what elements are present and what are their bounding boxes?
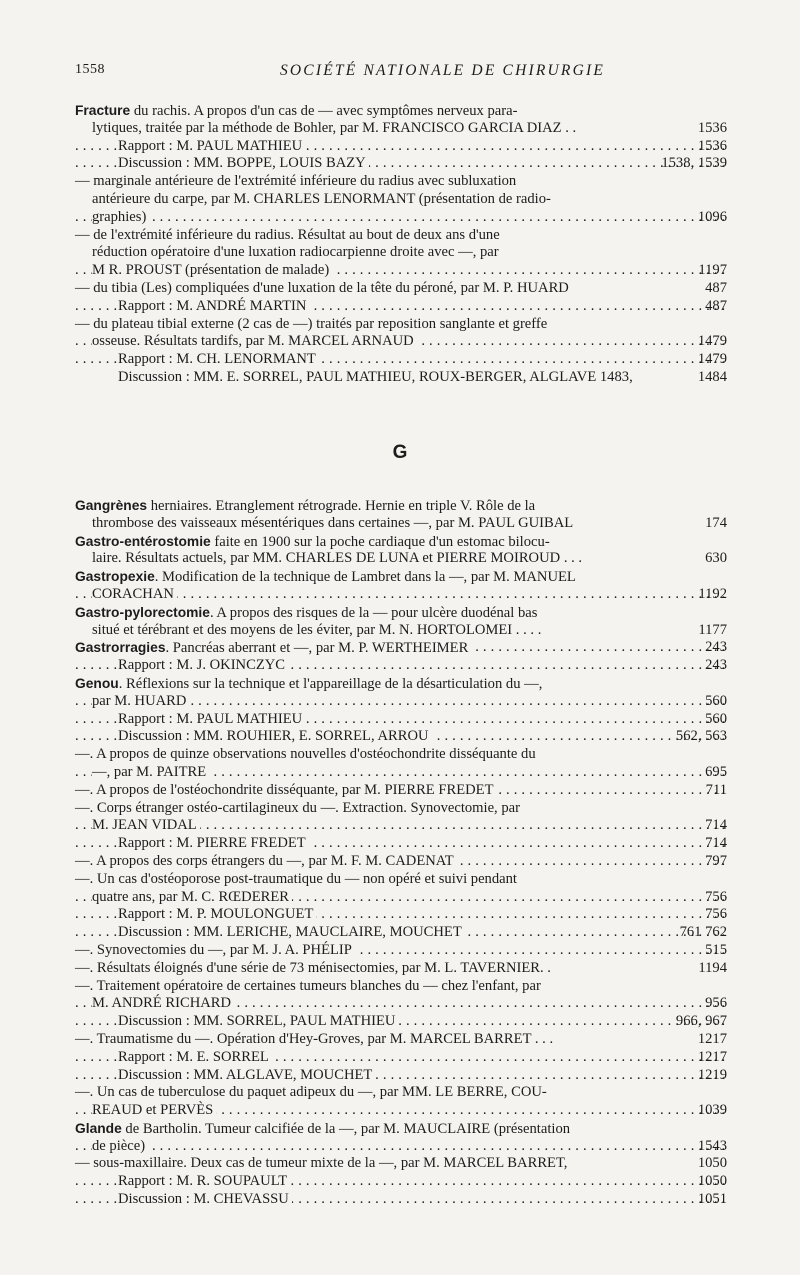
index-entry-text: —. A propos des corps étrangers du —, par M. F. M. CADENAT	[75, 852, 454, 869]
index-line-text	[92, 995, 234, 1011]
running-title: SOCIÉTÉ NATIONALE DE CHIRURGIE	[279, 62, 606, 79]
page-reference: 966, 967	[672, 1013, 727, 1031]
page-reference: 1050	[694, 1155, 727, 1173]
index-line-text	[92, 550, 585, 566]
index-line	[75, 835, 727, 853]
index-line	[75, 693, 727, 711]
index-line-text	[92, 817, 200, 833]
page-reference: 1177	[694, 622, 727, 640]
page-reference: 562, 563	[672, 728, 727, 746]
page-reference: 243	[701, 657, 727, 675]
index-head-term: Gastro-pylorectomie	[75, 604, 210, 620]
index-line-text	[118, 369, 636, 385]
index-line	[75, 995, 727, 1013]
index-line-text	[75, 103, 520, 119]
index-line	[75, 1067, 727, 1085]
page-reference: 1194	[694, 960, 727, 978]
index-line	[75, 244, 727, 262]
index-line	[75, 138, 727, 156]
index-entry-text: . Réflexions sur la technique et l'appareillage de la désarticulation du —,	[118, 675, 543, 692]
index-entry-text: antérieure du carpe, par M. CHARLES LENORMANT (présentation de radio-	[92, 190, 551, 207]
index-head-term: Glande	[75, 1120, 122, 1136]
index-line-text	[92, 515, 576, 531]
index-line	[75, 906, 727, 924]
index-line-text	[75, 871, 520, 887]
index-line	[75, 800, 727, 818]
index-entry-text: —. Résultats éloignés d'une série de 73 ménisectomies, par M. L. TAVERNIER. .	[75, 959, 551, 976]
index-line-text	[118, 138, 305, 154]
index-line-text	[75, 605, 540, 621]
index-line	[75, 746, 727, 764]
page-reference: 797	[701, 853, 727, 871]
index-line-text	[118, 351, 319, 367]
page-reference: 1543	[694, 1138, 727, 1156]
index-head-term: Gangrènes	[75, 498, 148, 513]
index-line	[75, 924, 727, 942]
index-line	[75, 1138, 727, 1156]
page-reference: 630	[701, 550, 727, 568]
index-entry-text: de pièce)	[92, 1137, 146, 1154]
page-reference: 756	[701, 889, 727, 907]
index-line-text	[118, 711, 305, 727]
index-entry-text: Discussion : MM. BOPPE, LOUIS BAZY	[118, 155, 366, 172]
index-entry-text: Discussion : MM. E. SORREL, PAUL MATHIEU, ROUX-BERGER, ALGLAVE 1483,	[118, 368, 633, 385]
index-line-text	[75, 1084, 550, 1100]
index-line	[75, 316, 727, 334]
page-reference: 1192	[694, 586, 727, 604]
index-entry-text: —. A propos de quinze observations nouvelles d'ostéochondrite disséquante du	[75, 746, 536, 763]
index-entry-text: . Modification de la technique de Lambret dans la —, par M. MANUEL	[154, 569, 576, 586]
index-line-text	[75, 978, 544, 994]
index-line	[75, 550, 727, 568]
index-line	[75, 960, 727, 978]
index-line	[75, 1102, 727, 1120]
index-line-text	[118, 835, 309, 851]
index-line-text	[118, 1013, 398, 1029]
page-number: 1558	[75, 62, 105, 77]
index-line	[75, 978, 727, 996]
index-entry-text: Rapport : M. PAUL MATHIEU	[118, 710, 303, 727]
index-line	[75, 1084, 727, 1102]
index-line	[75, 1155, 727, 1173]
index-line	[75, 871, 727, 889]
page-reference: 243	[701, 639, 727, 657]
index-line	[75, 369, 727, 387]
page-reference: 1039	[694, 1102, 727, 1120]
index-line-text	[92, 333, 417, 349]
index-entry-text: Rapport : M. E. SORREL	[118, 1048, 269, 1065]
index-entry-text: situé et térébrant et des moyens de les éviter, par M. N. HORTOLOMEI . . . .	[92, 621, 542, 638]
index-line	[75, 657, 727, 675]
index-line	[75, 533, 727, 551]
running-head	[75, 62, 725, 82]
page-reference: 761 762	[676, 924, 727, 942]
index-entry-text: —. Traitement opératoire de certaines tumeurs blanches du — chez l'enfant, par	[75, 977, 541, 994]
index-entry-text: quatre ans, par M. C. RŒDERER	[92, 888, 289, 905]
index-line-text	[92, 586, 177, 602]
index-line	[75, 209, 727, 227]
index-line	[75, 497, 727, 515]
index-line	[75, 889, 727, 907]
index-line	[75, 639, 727, 657]
page-reference: 1484	[694, 369, 727, 387]
index-line	[75, 191, 727, 209]
index-entry-text: — du plateau tibial externe (2 cas de —) traités par reposition sanglante et greffe	[75, 315, 548, 332]
index-line	[75, 764, 727, 782]
index-entry-text: —. Traumatisme du —. Opération d'Hey-Groves, par M. MARCEL BARRET . . .	[75, 1030, 554, 1047]
index-line-text	[118, 1173, 290, 1189]
page-reference: 1536	[694, 120, 727, 138]
index-entry-text: réduction opératoire d'une luxation radiocarpienne droite avec —, par	[92, 244, 499, 261]
index-line-text	[75, 640, 471, 656]
index-line-text	[118, 155, 369, 171]
page-reference: 560	[701, 693, 727, 711]
index-entry-text: lytiques, traitée par la méthode de Bohler, par M. FRANCISCO GARCIA DIAZ . .	[92, 119, 577, 136]
index-head-term: Gastropexie	[75, 569, 155, 585]
index-line-text	[75, 746, 539, 762]
index-entry-text: Discussion : MM. LERICHE, MAUCLAIRE, MOUCHET	[118, 924, 462, 941]
index-entry-text: Rapport : M. P. MOULONGUET	[118, 906, 314, 923]
index-line-text	[75, 1121, 573, 1137]
index-line-text	[75, 227, 503, 243]
index-line	[75, 675, 727, 693]
page-reference: 714	[701, 835, 727, 853]
index-entry-text: Rapport : M. CH. LENORMANT	[118, 351, 316, 368]
index-line	[75, 280, 727, 298]
index-section-g	[75, 497, 727, 1209]
index-entry-text: Rapport : M. PAUL MATHIEU	[118, 137, 303, 154]
index-line-text	[118, 657, 288, 673]
index-line	[75, 942, 727, 960]
index-entry-text: Discussion : MM. SORREL, PAUL MATHIEU	[118, 1013, 396, 1030]
index-line	[75, 1120, 727, 1138]
page-reference: 756	[701, 906, 727, 924]
index-line-text	[75, 942, 355, 958]
index-head-term: Genou	[75, 675, 119, 691]
index-line-text	[75, 853, 457, 869]
index-line	[75, 120, 727, 138]
index-line-text	[92, 764, 209, 780]
index-line	[75, 227, 727, 245]
index-line-text	[118, 298, 309, 314]
page-reference: 1217	[694, 1049, 727, 1067]
index-entry-text: osseuse. Résultats tardifs, par M. MARCEL ARNAUD	[92, 333, 414, 350]
index-line-text	[118, 1049, 272, 1065]
page-reference: 714	[701, 817, 727, 835]
index-line-text	[92, 191, 554, 207]
letter-heading: G	[392, 442, 408, 463]
page-reference: 174	[701, 515, 727, 533]
index-entry-text: — sous-maxillaire. Deux cas de tumeur mixte de la —, par M. MARCEL BARRET,	[75, 1155, 568, 1172]
index-line-text	[75, 782, 497, 798]
index-line	[75, 604, 727, 622]
index-line	[75, 1191, 727, 1209]
index-line-text	[118, 1067, 375, 1083]
index-line-text	[92, 209, 149, 225]
index-line	[75, 298, 727, 316]
index-entry-text: . A propos des risques de la — pour ulcère duodénal bas	[209, 604, 538, 621]
index-line-text	[75, 534, 553, 550]
index-line-text	[92, 1138, 148, 1154]
index-entry-text: Rapport : M. ANDRÉ MARTIN	[118, 297, 307, 314]
index-entry-text: Rapport : M. J. OKINCZYC	[118, 657, 286, 674]
index-line	[75, 515, 727, 533]
page-reference: 711	[702, 782, 727, 800]
page-reference: 1197	[694, 262, 727, 280]
page-reference: 1479	[694, 351, 727, 369]
index-entry-text: —. Un cas de tuberculose du paquet adipeux du —, par MM. LE BERRE, COU-	[75, 1084, 547, 1101]
index-line-text	[118, 1191, 292, 1207]
index-entry-text: du rachis. A propos d'un cas de — avec symptômes nerveux para-	[130, 103, 518, 119]
page-reference: 1538, 1539	[657, 155, 727, 173]
index-entry-text: M. ANDRÉ RICHARD	[92, 995, 232, 1012]
index-line-text	[75, 800, 523, 816]
index-entry-text: par M. HUARD	[92, 692, 187, 709]
index-line	[75, 853, 727, 871]
index-entry-text: —. Synovectomies du —, par M. J. A. PHÉLIP	[75, 941, 352, 958]
page-reference: 1051	[694, 1191, 727, 1209]
page-reference: 515	[701, 942, 727, 960]
page-reference: 1219	[694, 1067, 727, 1085]
index-line-text	[75, 498, 538, 514]
page-reference: 1217	[694, 1031, 727, 1049]
index-line	[75, 728, 727, 746]
index-entry-text: —. Corps étranger ostéo-cartilagineux du —. Extraction. Synovectomie, par	[75, 799, 520, 816]
index-line	[75, 1013, 727, 1031]
index-line-text	[92, 244, 502, 260]
index-entry-text: — de l'extrémité inférieure du radius. Résultat au bout de deux ans d'une	[75, 226, 500, 243]
index-entry-text: —, par M. PAITRE	[92, 763, 207, 780]
index-line	[75, 711, 727, 729]
index-entry-text: laire. Résultats actuels, par MM. CHARLES DE LUNA et PIERRE MOIROUD . . .	[92, 550, 583, 567]
index-entry-text: de Bartholin. Tumeur calcifiée de la —, par M. MAUCLAIRE (présentation	[121, 1120, 571, 1137]
index-line-text	[92, 1102, 216, 1118]
index-line-text	[118, 924, 465, 940]
page-reference: 487	[701, 280, 727, 298]
index-entry-text: —. A propos de l'ostéochondrite disséquante, par M. PIERRE FREDET	[75, 781, 494, 798]
index-line	[75, 102, 727, 120]
index-head-term: Fracture	[75, 103, 131, 118]
index-entry-text: Discussion : MM. ROUHIER, E. SORREL, ARROU	[118, 728, 429, 745]
index-entry-text: Discussion : MM. ALGLAVE, MOUCHET	[118, 1066, 373, 1083]
index-line	[75, 817, 727, 835]
index-line-text	[92, 120, 579, 136]
index-entry-text: graphies)	[92, 208, 147, 225]
index-line	[75, 568, 727, 586]
index-entry-text: CORACHAN	[92, 585, 174, 602]
page-reference: 1479	[694, 333, 727, 351]
page-reference: 487	[701, 298, 727, 316]
index-entry-text: thrombose des vaisseaux mésentériques dans certaines —, par M. PAUL GUIBAL	[92, 514, 574, 531]
page-reference: 956	[701, 995, 727, 1013]
index-line	[75, 1173, 727, 1191]
index-entry-text: M. JEAN VIDAL	[92, 817, 197, 834]
index-line	[75, 586, 727, 604]
index-line-text	[92, 889, 292, 905]
index-line-text	[118, 728, 432, 744]
index-line	[75, 155, 727, 173]
index-head-term: Gastro-entérostomie	[75, 533, 211, 549]
page-reference: 1050	[694, 1173, 727, 1191]
index-entry-text: herniaires. Etranglement rétrograde. Hernie en triple V. Rôle de la	[147, 498, 536, 514]
index-line	[75, 173, 727, 191]
index-line	[75, 1031, 727, 1049]
index-head-term: Gastrorragies	[75, 640, 166, 656]
page-reference: 1536	[694, 138, 727, 156]
index-entry-text: REAUD et PERVÈS	[92, 1102, 214, 1119]
index-line-text	[75, 1031, 556, 1047]
index-entry-text: faite en 1900 sur la poche cardiaque d'un estomac bilocu-	[210, 533, 550, 550]
index-line-text	[75, 173, 519, 189]
index-line	[75, 622, 727, 640]
index-line-text	[75, 960, 554, 976]
index-entry-text: —. Un cas d'ostéoporose post-traumatique du — non opéré et suivi pendant	[75, 870, 517, 887]
index-line	[75, 782, 727, 800]
index-entry-text: M R. PROUST (présentation de malade)	[92, 262, 330, 279]
index-section-fracture	[75, 102, 727, 387]
index-entry-text: — du tibia (Les) compliquées d'une luxation de la tête du péroné, par M. P. HUARD	[75, 279, 569, 296]
index-line	[75, 333, 727, 351]
index-line-text	[75, 280, 572, 296]
index-line-text	[92, 622, 544, 638]
index-line-text	[118, 906, 316, 922]
index-line	[75, 262, 727, 280]
index-line	[75, 351, 727, 369]
index-line-text	[75, 1155, 570, 1171]
index-line-text	[75, 676, 545, 692]
index-line-text	[75, 316, 550, 332]
index-entry-text: Discussion : M. CHEVASSU	[118, 1191, 289, 1208]
index-entry-text: Rapport : M. PIERRE FREDET	[118, 835, 306, 852]
index-entry-text: . Pancréas aberrant et —, par M. P. WERTHEIMER	[165, 640, 469, 657]
index-entry-text: Rapport : M. R. SOUPAULT	[118, 1173, 288, 1190]
index-line-text	[92, 262, 332, 278]
page-reference: 560	[701, 711, 727, 729]
page-reference: 1096	[694, 209, 727, 227]
index-line	[75, 1049, 727, 1067]
index-line-text	[92, 693, 189, 709]
page-reference: 695	[701, 764, 727, 782]
index-line-text	[75, 569, 579, 585]
index-entry-text: — marginale antérieure de l'extrémité inférieure du radius avec subluxation	[75, 173, 517, 190]
